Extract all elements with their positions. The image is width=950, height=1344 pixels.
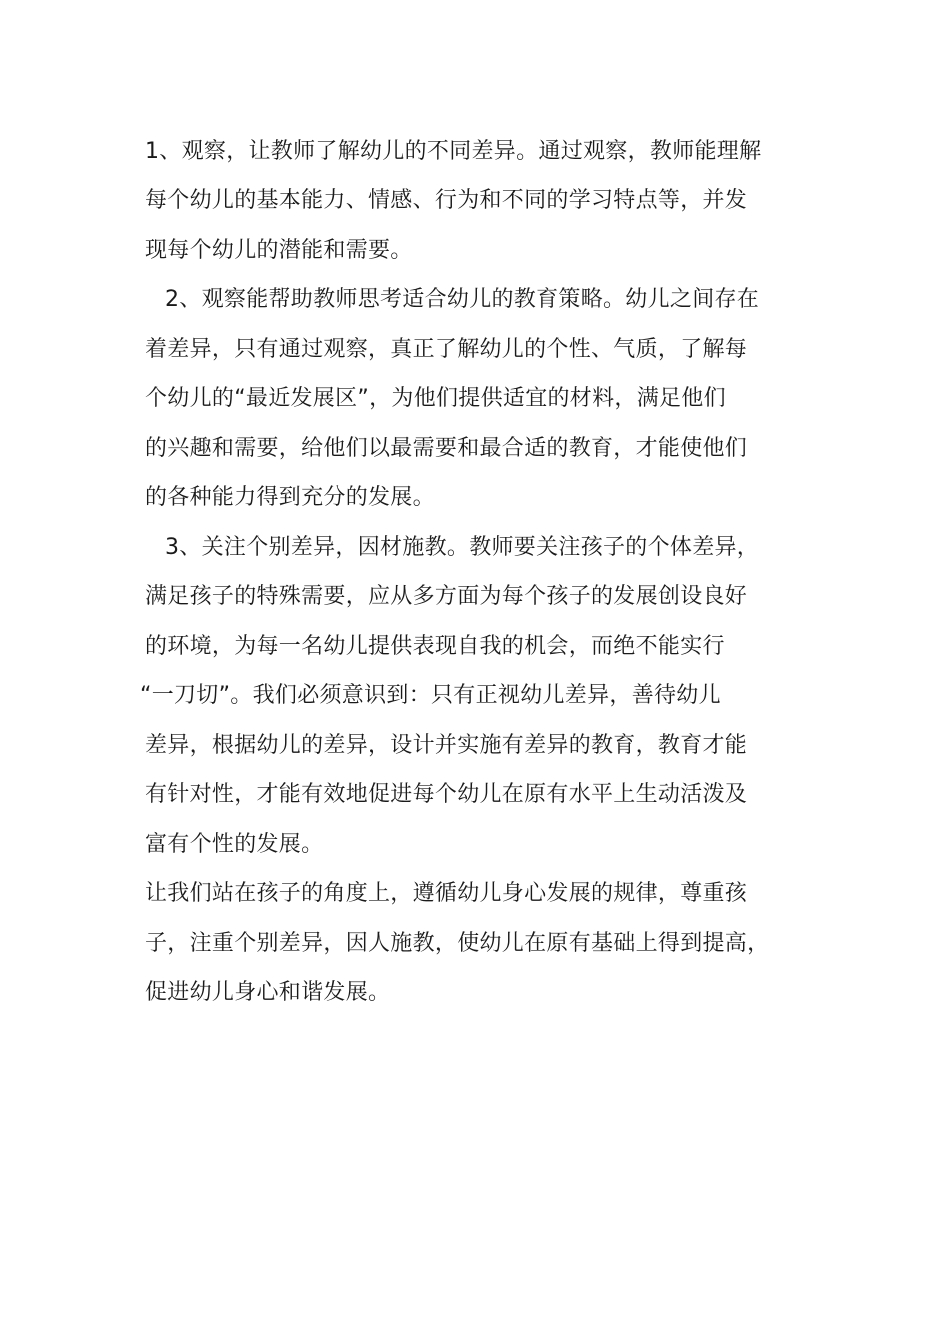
paragraph-2-line-5: 的各种能力得到充分的发展。 [145,485,435,510]
paragraph-2-line-3: 个幼儿的“最近发展区”，为他们提供适宜的材料，满足他们 [145,386,726,411]
paragraph-4-line-3: 促进幼儿身心和谐发展。 [145,980,391,1005]
paragraph-3-line-5: 差异，根据幼儿的差异，设计并实施有差异的教育，教育才能 [145,733,748,758]
paragraph-3-line-6: 有针对性，才能有效地促进每个幼儿在原有水平上生动活泼及 [145,782,748,807]
paragraph-4-line-2: 子，注重个别差异，因人施教，使幼儿在原有基础上得到提高， [145,931,770,956]
paragraph-4-line-1: 让我们站在孩子的角度上，遵循幼儿身心发展的规律，尊重孩 [145,881,748,906]
paragraph-3-line-2: 满足孩子的特殊需要，应从多方面为每个孩子的发展创设良好 [145,584,748,609]
paragraph-1-line-1: 1、观察，让教师了解幼儿的不同差异。通过观察，教师能理解 [145,139,762,164]
paragraph-1-line-2: 每个幼儿的基本能力、情感、行为和不同的学习特点等，并发 [145,188,748,213]
paragraph-3-line-3: 的环境，为每一名幼儿提供表现自我的机会，而绝不能实行 [145,634,725,659]
paragraph-2-line-1: 2、观察能帮助教师思考适合幼儿的教育策略。幼儿之间存在 [165,287,760,312]
paragraph-3-line-1: 3、关注个别差异，因材施教。教师要关注孩子的个体差异， [165,535,760,560]
paragraph-2-line-2: 着差异，只有通过观察，真正了解幼儿的个性、气质，了解每 [145,337,748,362]
paragraph-2-line-4: 的兴趣和需要，给他们以最需要和最合适的教育，才能使他们 [145,436,748,461]
paragraph-3-line-7: 富有个性的发展。 [145,832,324,857]
paragraph-1-line-3: 现每个幼儿的潜能和需要。 [145,238,413,263]
paragraph-3-line-4: “一刀切”。我们必须意识到：只有正视幼儿差异，善待幼儿 [140,683,721,708]
